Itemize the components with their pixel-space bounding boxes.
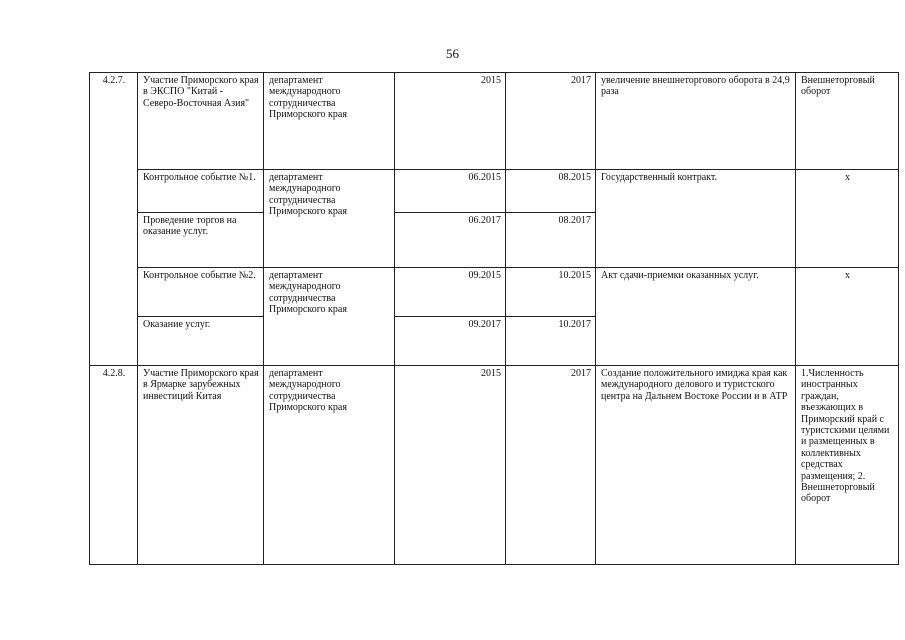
start-date: 06.2017 [395, 213, 506, 268]
end-date: 10.2015 [506, 268, 596, 317]
indicator: 1.Численность иностранных граждан, въезжающих в Приморский край с туристскими целями и размещенных в коллективных средствах размещения; 2. Внешнеторговый оборот [796, 366, 899, 565]
measure-name: Участие Приморского края в Ярмарке зарубежных инвестиций Китая [138, 366, 264, 565]
event-sub-name: Проведение торгов на оказание услуг. [138, 213, 264, 268]
end-date: 2017 [506, 366, 596, 565]
executor: департамент международного сотрудничества Приморского края [264, 170, 395, 268]
executor: департамент международного сотрудничества Приморского края [264, 268, 395, 366]
row-number: 4.2.8. [90, 366, 138, 565]
expected-result: Создание положительного имиджа края как международного делового и туристского центра на Дальнем Востоке России и в АТР [596, 366, 796, 565]
start-date: 09.2015 [395, 268, 506, 317]
executor: департамент международного сотрудничества Приморского края [264, 73, 395, 170]
row-number: 4.2.7. [90, 73, 138, 366]
event-sub-name: Оказание услуг. [138, 317, 264, 366]
end-date: 08.2015 [506, 170, 596, 213]
page-number: 56 [446, 46, 459, 61]
table-row [90, 170, 899, 213]
event-name: Контрольное событие №1. [138, 170, 264, 213]
table-row [90, 268, 899, 317]
measure-name: Участие Приморского края в ЭКСПО "Китай - Северо-Восточная Азия" [138, 73, 264, 170]
event-name: Контрольное событие №2. [138, 268, 264, 317]
start-date: 2015 [395, 73, 506, 170]
start-date: 06.2015 [395, 170, 506, 213]
expected-result: увеличение внешнеторгового оборота в 24,9 раза [596, 73, 796, 170]
expected-result: Государственный контракт. [596, 170, 796, 268]
table-row [90, 73, 899, 170]
indicator: х [796, 170, 899, 268]
expected-result: Акт сдачи-приемки оказанных услуг. [596, 268, 796, 366]
end-date: 2017 [506, 73, 596, 170]
indicator: Внешнеторговый оборот [796, 73, 899, 170]
end-date: 10.2017 [506, 317, 596, 366]
start-date: 09.2017 [395, 317, 506, 366]
program-table [89, 72, 899, 565]
indicator: х [796, 268, 899, 366]
end-date: 08.2017 [506, 213, 596, 268]
executor: департамент международного сотрудничества Приморского края [264, 366, 395, 565]
start-date: 2015 [395, 366, 506, 565]
table-row [90, 366, 899, 565]
